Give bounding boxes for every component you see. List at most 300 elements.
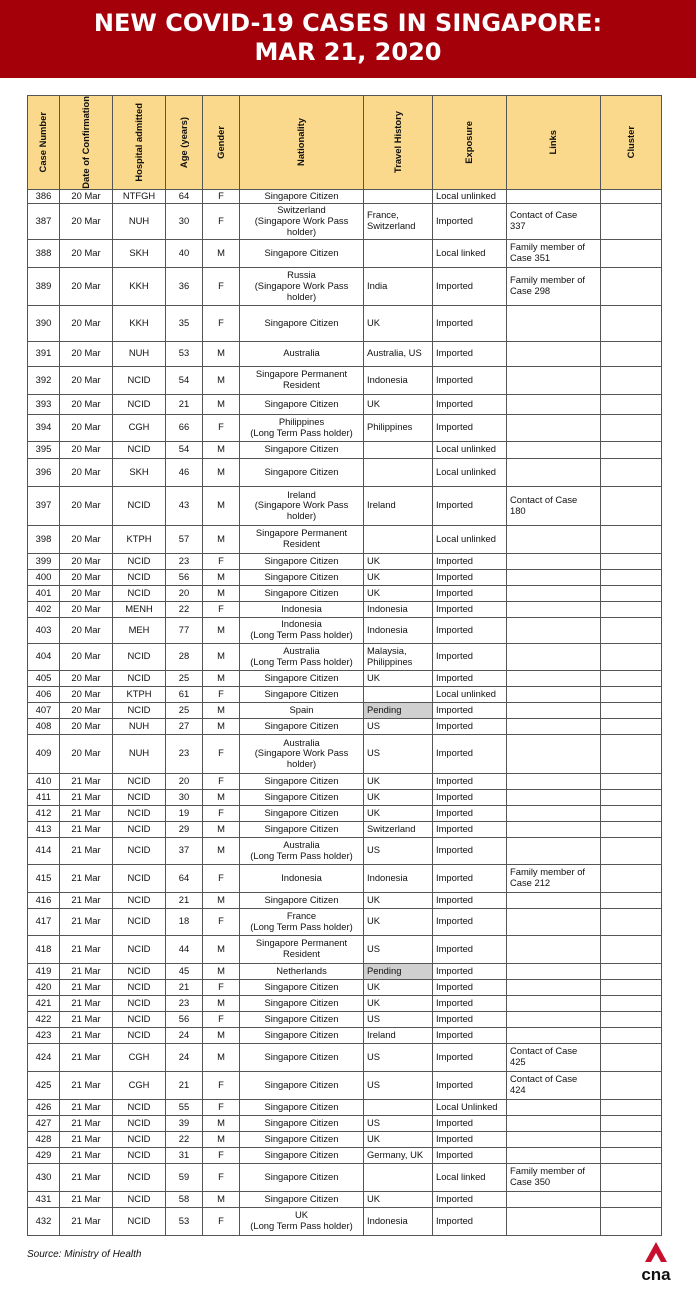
cell-case-number: 395	[28, 441, 60, 458]
cell-date-of-confirmation: 20 Mar	[60, 718, 113, 734]
cell-exposure: Imported	[433, 995, 507, 1011]
cell-date-of-confirmation: 21 Mar	[60, 935, 113, 963]
cell-gender: M	[203, 963, 240, 979]
cell-exposure: Local unlinked	[433, 458, 507, 486]
cell-links	[507, 963, 601, 979]
cell-gender: F	[203, 1147, 240, 1163]
table-row	[28, 239, 662, 267]
cell-cluster	[601, 1191, 662, 1207]
table-row	[28, 394, 662, 414]
cell-nationality: Netherlands	[240, 963, 364, 979]
cell-case-number: 424	[28, 1043, 60, 1071]
cell-exposure: Imported	[433, 601, 507, 617]
cell-nationality: Singapore Citizen	[240, 892, 364, 908]
cell-travel-history: UK	[364, 773, 433, 789]
cell-nationality: Singapore Citizen	[240, 1027, 364, 1043]
cell-links	[507, 189, 601, 203]
table-row	[28, 1147, 662, 1163]
cell-exposure: Imported	[433, 805, 507, 821]
cell-hospital-admitted: NCID	[113, 1011, 166, 1027]
cell-travel-history: Pending	[364, 963, 433, 979]
cell-nationality: Singapore Citizen	[240, 1115, 364, 1131]
table-row	[28, 1163, 662, 1191]
cell-case-number: 406	[28, 686, 60, 702]
cell-hospital-admitted: NCID	[113, 1027, 166, 1043]
cell-age: 19	[166, 805, 203, 821]
table-row	[28, 963, 662, 979]
cell-date-of-confirmation: 20 Mar	[60, 643, 113, 670]
cell-case-number: 418	[28, 935, 60, 963]
cell-date-of-confirmation: 20 Mar	[60, 670, 113, 686]
cell-links	[507, 821, 601, 837]
cell-links	[507, 805, 601, 821]
cell-date-of-confirmation: 21 Mar	[60, 979, 113, 995]
cell-date-of-confirmation: 21 Mar	[60, 1043, 113, 1071]
cell-nationality: Singapore Citizen	[240, 821, 364, 837]
cell-date-of-confirmation: 20 Mar	[60, 414, 113, 441]
cell-travel-history: Germany, UK	[364, 1147, 433, 1163]
cell-gender: F	[203, 805, 240, 821]
cell-case-number: 425	[28, 1071, 60, 1099]
cell-cluster	[601, 569, 662, 585]
cell-exposure: Imported	[433, 1043, 507, 1071]
cell-exposure: Local unlinked	[433, 441, 507, 458]
cell-travel-history	[364, 525, 433, 553]
table-row	[28, 908, 662, 935]
cell-gender: F	[203, 189, 240, 203]
cell-gender: M	[203, 935, 240, 963]
cell-travel-history: UK	[364, 305, 433, 341]
cell-cluster	[601, 458, 662, 486]
cell-exposure: Local Unlinked	[433, 1099, 507, 1115]
cell-case-number: 409	[28, 734, 60, 773]
cell-gender: M	[203, 1027, 240, 1043]
cell-gender: F	[203, 773, 240, 789]
cell-cluster	[601, 1115, 662, 1131]
cell-nationality: Russia (Singapore Work Pass holder)	[240, 267, 364, 305]
cell-case-number: 392	[28, 366, 60, 394]
cell-travel-history	[364, 441, 433, 458]
cell-travel-history: UK	[364, 1191, 433, 1207]
cell-nationality: Singapore Citizen	[240, 553, 364, 569]
cell-hospital-admitted: KKH	[113, 305, 166, 341]
table-row	[28, 1027, 662, 1043]
cell-age: 64	[166, 864, 203, 892]
cell-travel-history: UK	[364, 908, 433, 935]
header-label: Gender	[214, 125, 226, 159]
cell-exposure: Imported	[433, 1027, 507, 1043]
cell-nationality: Singapore Citizen	[240, 394, 364, 414]
cell-date-of-confirmation: 20 Mar	[60, 203, 113, 239]
cell-hospital-admitted: NUH	[113, 341, 166, 366]
cell-hospital-admitted: CGH	[113, 1043, 166, 1071]
cell-gender: F	[203, 601, 240, 617]
header-label: Nationality	[295, 118, 307, 167]
cell-age: 43	[166, 486, 203, 525]
cell-links	[507, 718, 601, 734]
cell-case-number: 391	[28, 341, 60, 366]
cell-exposure: Imported	[433, 773, 507, 789]
cell-date-of-confirmation: 20 Mar	[60, 686, 113, 702]
cell-hospital-admitted: NTFGH	[113, 189, 166, 203]
cell-date-of-confirmation: 21 Mar	[60, 892, 113, 908]
cell-exposure: Imported	[433, 569, 507, 585]
cell-cluster	[601, 525, 662, 553]
cell-hospital-admitted: NUH	[113, 203, 166, 239]
cell-travel-history: UK	[364, 569, 433, 585]
cell-exposure: Imported	[433, 305, 507, 341]
cell-links: Family member of Case 212	[507, 864, 601, 892]
cell-gender: F	[203, 1207, 240, 1235]
cell-gender: M	[203, 1191, 240, 1207]
cell-nationality: Singapore Citizen	[240, 718, 364, 734]
header-date-of-confirmation	[60, 96, 113, 190]
table-row	[28, 686, 662, 702]
cell-nationality: Australia (Singapore Work Pass holder)	[240, 734, 364, 773]
cell-travel-history	[364, 458, 433, 486]
cell-gender: M	[203, 892, 240, 908]
cell-age: 20	[166, 773, 203, 789]
cell-nationality: Australia	[240, 341, 364, 366]
cell-date-of-confirmation: 21 Mar	[60, 1191, 113, 1207]
cell-exposure: Imported	[433, 864, 507, 892]
cell-hospital-admitted: NCID	[113, 1147, 166, 1163]
cell-cluster	[601, 979, 662, 995]
cell-age: 28	[166, 643, 203, 670]
cell-links	[507, 935, 601, 963]
cell-nationality: Singapore Citizen	[240, 1163, 364, 1191]
cell-cluster	[601, 734, 662, 773]
cell-case-number: 428	[28, 1131, 60, 1147]
cell-cluster	[601, 1207, 662, 1235]
cell-exposure: Imported	[433, 892, 507, 908]
cell-age: 21	[166, 979, 203, 995]
cell-links	[507, 414, 601, 441]
cell-cluster	[601, 670, 662, 686]
cell-links	[507, 394, 601, 414]
cell-travel-history: Indonesia	[364, 864, 433, 892]
cell-exposure: Imported	[433, 935, 507, 963]
cell-nationality: Singapore Citizen	[240, 1191, 364, 1207]
cell-exposure: Local linked	[433, 1163, 507, 1191]
cell-gender: M	[203, 617, 240, 643]
cell-exposure: Local unlinked	[433, 686, 507, 702]
cell-cluster	[601, 864, 662, 892]
cell-case-number: 408	[28, 718, 60, 734]
cell-date-of-confirmation: 21 Mar	[60, 995, 113, 1011]
cell-links	[507, 553, 601, 569]
table-row	[28, 935, 662, 963]
cell-hospital-admitted: NCID	[113, 908, 166, 935]
cell-cluster	[601, 486, 662, 525]
table-row	[28, 821, 662, 837]
header-label: Exposure	[463, 120, 475, 164]
cell-case-number: 420	[28, 979, 60, 995]
cell-gender: F	[203, 1163, 240, 1191]
cell-hospital-admitted: NCID	[113, 864, 166, 892]
cell-hospital-admitted: NCID	[113, 995, 166, 1011]
cell-age: 27	[166, 718, 203, 734]
cell-gender: M	[203, 394, 240, 414]
cell-links	[507, 892, 601, 908]
cell-date-of-confirmation: 21 Mar	[60, 864, 113, 892]
cell-cluster	[601, 1147, 662, 1163]
table-row	[28, 341, 662, 366]
cell-cluster	[601, 1011, 662, 1027]
cell-hospital-admitted: NCID	[113, 670, 166, 686]
cell-exposure: Imported	[433, 486, 507, 525]
cell-travel-history: UK	[364, 789, 433, 805]
cell-hospital-admitted: MEH	[113, 617, 166, 643]
cell-links: Contact of Case 424	[507, 1071, 601, 1099]
cell-hospital-admitted: NCID	[113, 441, 166, 458]
cell-case-number: 389	[28, 267, 60, 305]
cell-case-number: 411	[28, 789, 60, 805]
cell-gender: F	[203, 1099, 240, 1115]
cell-gender: M	[203, 643, 240, 670]
cell-age: 22	[166, 1131, 203, 1147]
cell-links	[507, 1131, 601, 1147]
cell-age: 64	[166, 189, 203, 203]
cell-age: 61	[166, 686, 203, 702]
table-row	[28, 702, 662, 718]
cell-links	[507, 341, 601, 366]
cell-links	[507, 305, 601, 341]
cell-hospital-admitted: NCID	[113, 805, 166, 821]
cell-exposure: Imported	[433, 341, 507, 366]
header-gender	[203, 96, 240, 190]
cell-hospital-admitted: NCID	[113, 569, 166, 585]
cell-hospital-admitted: NCID	[113, 892, 166, 908]
cell-exposure: Imported	[433, 963, 507, 979]
cell-hospital-admitted: SKH	[113, 239, 166, 267]
cell-gender: F	[203, 1011, 240, 1027]
cell-case-number: 404	[28, 643, 60, 670]
cell-exposure: Imported	[433, 1011, 507, 1027]
cell-gender: F	[203, 553, 240, 569]
table-row	[28, 718, 662, 734]
cell-links	[507, 366, 601, 394]
cell-hospital-admitted: NCID	[113, 1163, 166, 1191]
cell-gender: M	[203, 821, 240, 837]
cell-case-number: 416	[28, 892, 60, 908]
cell-gender: M	[203, 702, 240, 718]
cell-nationality: Singapore Citizen	[240, 789, 364, 805]
cell-nationality: Indonesia	[240, 864, 364, 892]
cell-cluster	[601, 1043, 662, 1071]
cell-date-of-confirmation: 21 Mar	[60, 908, 113, 935]
header-hospital-admitted	[113, 96, 166, 190]
table-row	[28, 414, 662, 441]
cell-nationality: France (Long Term Pass holder)	[240, 908, 364, 935]
cell-travel-history: US	[364, 718, 433, 734]
cell-travel-history: US	[364, 1115, 433, 1131]
cell-age: 54	[166, 366, 203, 394]
table-row	[28, 789, 662, 805]
cell-travel-history	[364, 239, 433, 267]
cell-travel-history: Indonesia	[364, 366, 433, 394]
cell-links	[507, 569, 601, 585]
cell-cluster	[601, 643, 662, 670]
cell-nationality: Singapore Citizen	[240, 569, 364, 585]
header-travel-history	[364, 96, 433, 190]
cell-case-number: 386	[28, 189, 60, 203]
cell-hospital-admitted: NCID	[113, 553, 166, 569]
cell-cluster	[601, 821, 662, 837]
cell-nationality: Singapore Citizen	[240, 670, 364, 686]
cell-hospital-admitted: NCID	[113, 837, 166, 864]
cell-case-number: 397	[28, 486, 60, 525]
cell-cluster	[601, 908, 662, 935]
table-row	[28, 617, 662, 643]
cell-nationality: Singapore Citizen	[240, 1099, 364, 1115]
cell-case-number: 422	[28, 1011, 60, 1027]
cell-hospital-admitted: NUH	[113, 718, 166, 734]
cell-nationality: Singapore Citizen	[240, 805, 364, 821]
cell-age: 46	[166, 458, 203, 486]
cell-case-number: 407	[28, 702, 60, 718]
table-row	[28, 1131, 662, 1147]
cell-links: Contact of Case 425	[507, 1043, 601, 1071]
cell-cluster	[601, 963, 662, 979]
header-label: Travel History	[391, 111, 403, 174]
cell-age: 21	[166, 892, 203, 908]
table-row	[28, 1011, 662, 1027]
cell-travel-history: UK	[364, 394, 433, 414]
cell-date-of-confirmation: 21 Mar	[60, 1027, 113, 1043]
cell-age: 23	[166, 553, 203, 569]
cell-gender: M	[203, 1043, 240, 1071]
cell-case-number: 431	[28, 1191, 60, 1207]
cell-links	[507, 1011, 601, 1027]
cell-gender: F	[203, 864, 240, 892]
cell-travel-history: UK	[364, 670, 433, 686]
header-label: Hospital admitted	[132, 103, 144, 182]
cell-exposure: Imported	[433, 203, 507, 239]
cell-date-of-confirmation: 21 Mar	[60, 805, 113, 821]
cell-exposure: Local unlinked	[433, 525, 507, 553]
cell-case-number: 412	[28, 805, 60, 821]
cell-case-number: 426	[28, 1099, 60, 1115]
cell-hospital-admitted: KTPH	[113, 525, 166, 553]
cell-age: 30	[166, 789, 203, 805]
cell-date-of-confirmation: 20 Mar	[60, 267, 113, 305]
cell-cluster	[601, 1163, 662, 1191]
cell-age: 40	[166, 239, 203, 267]
cell-case-number: 393	[28, 394, 60, 414]
cell-age: 24	[166, 1043, 203, 1071]
cell-hospital-admitted: NCID	[113, 1207, 166, 1235]
cell-cluster	[601, 837, 662, 864]
cell-hospital-admitted: CGH	[113, 1071, 166, 1099]
cell-travel-history: Indonesia	[364, 617, 433, 643]
cell-nationality: Singapore Citizen	[240, 239, 364, 267]
cell-cluster	[601, 553, 662, 569]
cell-gender: F	[203, 414, 240, 441]
cell-date-of-confirmation: 21 Mar	[60, 773, 113, 789]
cell-cluster	[601, 394, 662, 414]
cell-hospital-admitted: NCID	[113, 643, 166, 670]
table-row	[28, 643, 662, 670]
cell-date-of-confirmation: 20 Mar	[60, 305, 113, 341]
cell-age: 54	[166, 441, 203, 458]
cell-travel-history	[364, 1163, 433, 1191]
cell-travel-history: Philippines	[364, 414, 433, 441]
cna-logo	[636, 1240, 676, 1286]
cell-cluster	[601, 773, 662, 789]
cell-case-number: 403	[28, 617, 60, 643]
cell-exposure: Imported	[433, 821, 507, 837]
cell-nationality: Singapore Citizen	[240, 1131, 364, 1147]
cell-nationality: Singapore Permanent Resident	[240, 935, 364, 963]
cell-gender: M	[203, 569, 240, 585]
cell-exposure: Imported	[433, 1115, 507, 1131]
cell-age: 21	[166, 394, 203, 414]
table-row	[28, 837, 662, 864]
cell-hospital-admitted: NUH	[113, 734, 166, 773]
cell-exposure: Imported	[433, 643, 507, 670]
table-row	[28, 458, 662, 486]
cell-travel-history: Switzerland	[364, 821, 433, 837]
table-row	[28, 601, 662, 617]
cell-nationality: Ireland (Singapore Work Pass holder)	[240, 486, 364, 525]
table-header-row	[28, 96, 662, 190]
cell-nationality: UK (Long Term Pass holder)	[240, 1207, 364, 1235]
cell-case-number: 402	[28, 601, 60, 617]
cell-date-of-confirmation: 20 Mar	[60, 486, 113, 525]
cell-age: 53	[166, 341, 203, 366]
cell-cluster	[601, 441, 662, 458]
cell-date-of-confirmation: 21 Mar	[60, 1115, 113, 1131]
cell-date-of-confirmation: 21 Mar	[60, 1099, 113, 1115]
cell-nationality: Singapore Citizen	[240, 1071, 364, 1099]
cell-case-number: 387	[28, 203, 60, 239]
cell-date-of-confirmation: 20 Mar	[60, 239, 113, 267]
cell-links	[507, 617, 601, 643]
cell-cluster	[601, 601, 662, 617]
cell-case-number: 417	[28, 908, 60, 935]
cell-hospital-admitted: CGH	[113, 414, 166, 441]
cell-hospital-admitted: KTPH	[113, 686, 166, 702]
cell-links	[507, 979, 601, 995]
cell-hospital-admitted: NCID	[113, 963, 166, 979]
cell-links	[507, 1147, 601, 1163]
table-row	[28, 670, 662, 686]
cell-exposure: Imported	[433, 366, 507, 394]
cell-nationality: Singapore Citizen	[240, 1011, 364, 1027]
table-row	[28, 525, 662, 553]
cell-exposure: Imported	[433, 1191, 507, 1207]
cell-links	[507, 1115, 601, 1131]
cell-travel-history: Indonesia	[364, 601, 433, 617]
cell-exposure: Imported	[433, 394, 507, 414]
cell-travel-history: France, Switzerland	[364, 203, 433, 239]
cell-age: 25	[166, 670, 203, 686]
cell-date-of-confirmation: 21 Mar	[60, 963, 113, 979]
cell-cluster	[601, 414, 662, 441]
cell-cluster	[601, 341, 662, 366]
cell-date-of-confirmation: 20 Mar	[60, 458, 113, 486]
cell-links	[507, 458, 601, 486]
cell-travel-history: Malaysia, Philippines	[364, 643, 433, 670]
cell-gender: M	[203, 789, 240, 805]
cell-gender: M	[203, 341, 240, 366]
cell-gender: F	[203, 908, 240, 935]
cell-date-of-confirmation: 20 Mar	[60, 394, 113, 414]
cell-hospital-admitted: NCID	[113, 789, 166, 805]
cell-gender: M	[203, 458, 240, 486]
cell-links	[507, 670, 601, 686]
